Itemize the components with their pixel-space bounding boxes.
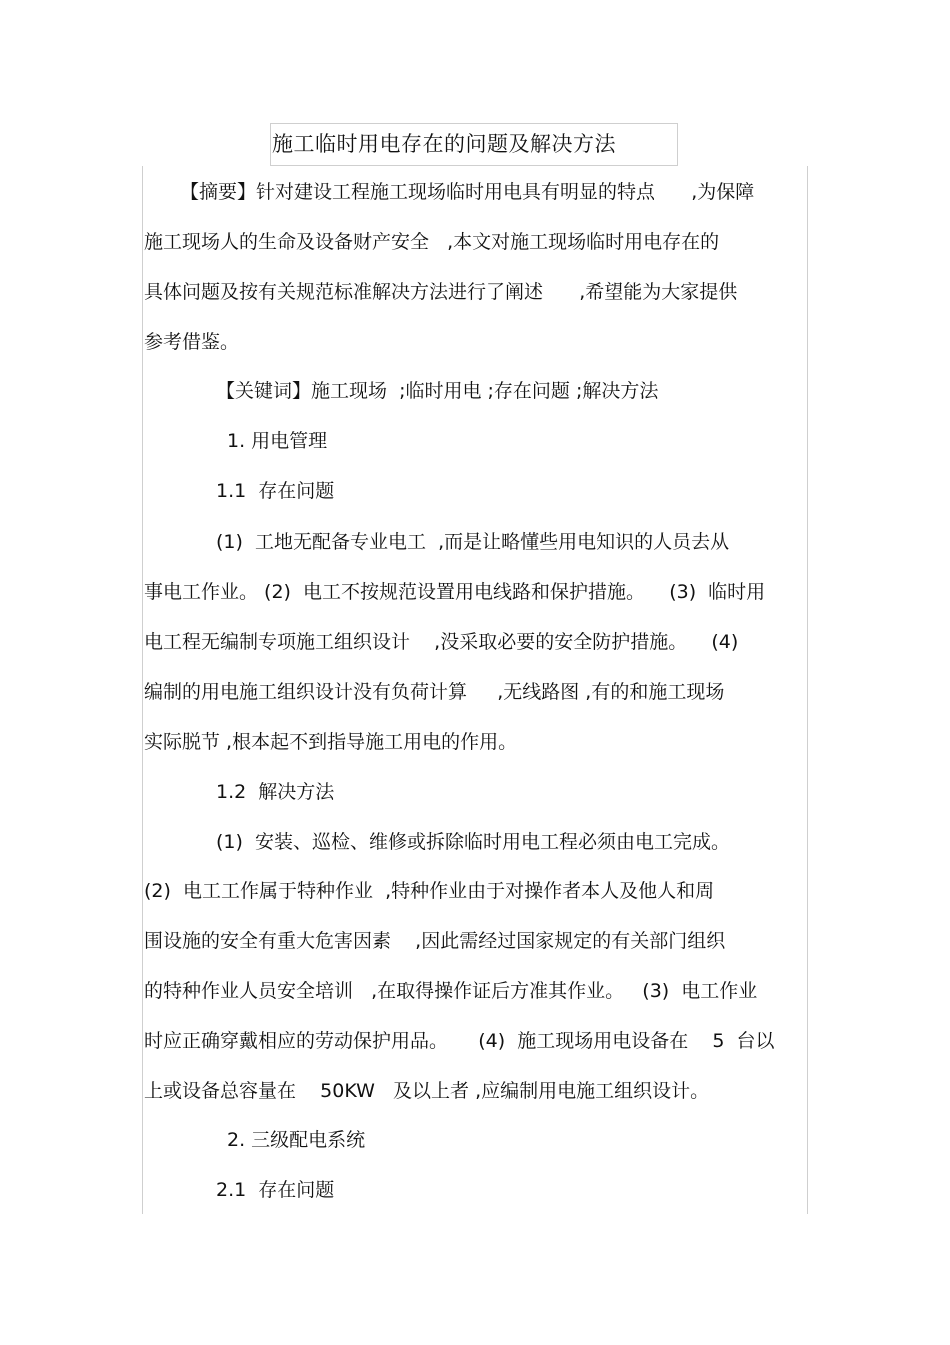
abstract-line-1: 【摘要】针对建设工程施工现场临时用电具有明显的特点 ,为保障: [180, 181, 755, 203]
abstract-line-4: 参考借鉴。: [144, 331, 240, 353]
body-line: 围设施的安全有重大危害因素 ,因此需经过国家规定的有关部门组织: [144, 930, 726, 952]
document-title: 施工临时用电存在的问题及解决方法: [272, 132, 616, 156]
body-line: 编制的用电施工组织设计没有负荷计算 ,无线路图 ,有的和施工现场: [144, 681, 725, 703]
section-heading-2: 2. 三级配电系统: [227, 1129, 366, 1151]
body-line: 电工程无编制专项施工组织设计 ,没采取必要的安全防护措施。 (4): [144, 631, 739, 653]
body-line: 上或设备总容量在 50KW 及以上者 ,应编制用电施工组织设计。: [144, 1080, 710, 1102]
body-line: 实际脱节 ,根本起不到指导施工用电的作用。: [144, 731, 518, 753]
abstract-line-3: 具体问题及按有关规范标准解决方法进行了阐述 ,希望能为大家提供: [144, 281, 738, 303]
body-line: 事电工作业。 (2) 电工不按规范设置用电线路和保护措施。 (3) 临时用: [144, 581, 766, 603]
subsection-heading-1-1: 1.1 存在问题: [216, 480, 335, 502]
keywords-line: 【关键词】施工现场 ;临时用电 ;存在问题 ;解决方法: [216, 380, 659, 402]
subsection-heading-2-1: 2.1 存在问题: [216, 1179, 335, 1201]
body-line: 的特种作业人员安全培训 ,在取得操作证后方准其作业。 (3) 电工作业: [144, 980, 758, 1002]
body-line: 时应正确穿戴相应的劳动保护用品。 (4) 施工现场用电设备在 5 台以: [144, 1030, 775, 1052]
body-line: (1) 工地无配备专业电工 ,而是让略懂些用电知识的人员去从: [216, 531, 730, 553]
body-line: (1) 安装、巡检、维修或拆除临时用电工程必须由电工完成。: [216, 831, 730, 853]
abstract-line-2: 施工现场人的生命及设备财产安全 ,本文对施工现场临时用电存在的: [144, 231, 720, 253]
section-heading-1: 1. 用电管理: [227, 430, 328, 452]
body-line: (2) 电工工作属于特种作业 ,特种作业由于对操作者本人及他人和周: [144, 880, 715, 902]
subsection-heading-1-2: 1.2 解决方法: [216, 781, 335, 803]
